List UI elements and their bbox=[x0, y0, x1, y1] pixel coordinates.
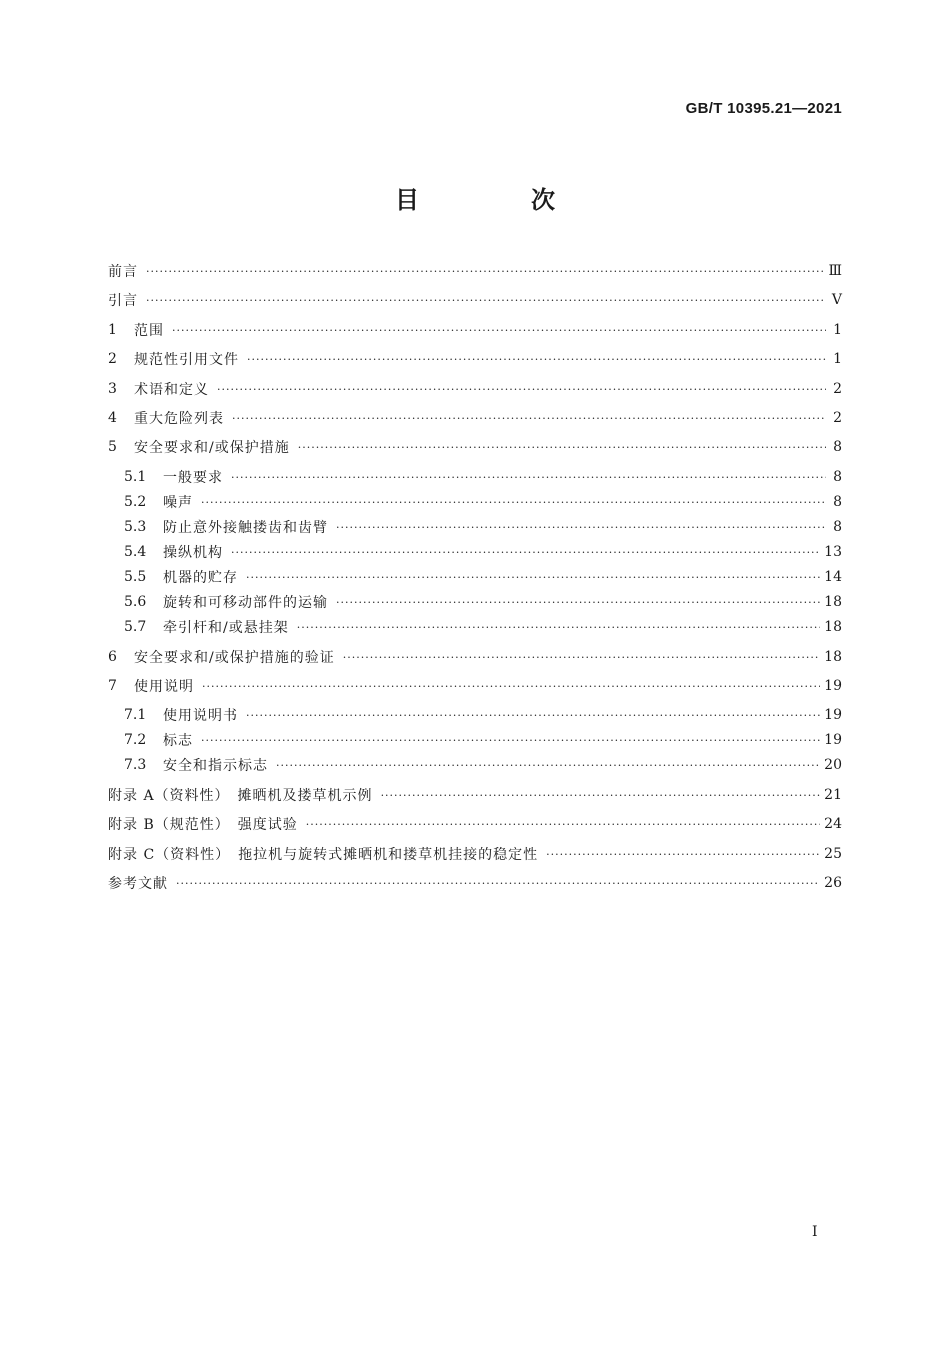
dot-leader bbox=[172, 324, 826, 337]
toc-entry[interactable] bbox=[124, 466, 842, 488]
toc-entry-label: 标志 bbox=[163, 733, 193, 749]
dot-leader bbox=[232, 412, 826, 425]
toc-entry[interactable] bbox=[124, 616, 842, 638]
toc-entry[interactable] bbox=[108, 436, 842, 458]
toc-entry-label: 规范性引用文件 bbox=[134, 352, 239, 368]
toc-entry-page: 24 bbox=[824, 816, 842, 832]
toc-entry-number: 5.1 bbox=[124, 469, 147, 485]
toc-entry[interactable] bbox=[108, 872, 842, 894]
toc-entry-number: 1 bbox=[108, 322, 117, 338]
dot-leader bbox=[231, 546, 820, 559]
toc-entry-page: 13 bbox=[824, 544, 842, 560]
standard-code: GB/T 10395.21—2021 bbox=[685, 100, 842, 117]
toc-entry-page: 26 bbox=[824, 875, 842, 891]
dot-leader bbox=[176, 877, 820, 890]
dot-leader bbox=[336, 596, 820, 609]
dot-leader bbox=[298, 441, 826, 454]
toc-entry-number: 5.5 bbox=[124, 569, 147, 585]
dot-leader bbox=[381, 789, 821, 802]
toc-entry[interactable] bbox=[108, 289, 842, 311]
toc-entry-number: 5 bbox=[108, 439, 117, 455]
toc-entry-label: 前言 bbox=[108, 264, 138, 280]
dot-leader bbox=[306, 818, 820, 831]
toc-entry[interactable] bbox=[124, 566, 842, 588]
toc-entry-page: 2 bbox=[833, 381, 842, 397]
toc-entry-number: 7 bbox=[108, 678, 117, 694]
toc-entry-page: 20 bbox=[824, 757, 842, 773]
dot-leader bbox=[246, 571, 820, 584]
toc-entry-label: 一般要求 bbox=[163, 470, 223, 486]
toc-entry-page: 19 bbox=[824, 707, 842, 723]
toc-entry-number: 7.1 bbox=[124, 707, 147, 723]
dot-leader bbox=[297, 621, 820, 634]
toc-entry[interactable] bbox=[124, 704, 842, 726]
page-title: 目 次 bbox=[395, 185, 599, 214]
dot-leader bbox=[546, 848, 820, 861]
toc-entry[interactable] bbox=[108, 260, 842, 282]
toc-entry-number: 5.3 bbox=[124, 519, 147, 535]
toc-entry-number: 5.2 bbox=[124, 494, 147, 510]
toc-entry-number: 5.4 bbox=[124, 544, 147, 560]
toc-entry-page: Ⅲ bbox=[828, 263, 842, 279]
toc-entry-label: 安全要求和/或保护措施的验证 bbox=[134, 650, 335, 666]
toc-entry-page: 19 bbox=[824, 732, 842, 748]
toc-entry-page: 1 bbox=[833, 351, 842, 367]
toc-entry-page: 14 bbox=[824, 569, 842, 585]
dot-leader bbox=[146, 265, 824, 278]
dot-leader bbox=[201, 496, 826, 509]
toc-entry-number: 5.6 bbox=[124, 594, 147, 610]
dot-leader bbox=[231, 471, 826, 484]
toc-entry-label: 安全和指示标志 bbox=[163, 758, 268, 774]
toc-entry-number: 7.2 bbox=[124, 732, 147, 748]
toc-entry-page: 8 bbox=[833, 439, 842, 455]
toc-entry-page: 21 bbox=[824, 787, 842, 803]
toc-entry-label: 噪声 bbox=[163, 495, 193, 511]
toc-entry-label: 术语和定义 bbox=[134, 382, 209, 398]
toc-entry[interactable] bbox=[108, 319, 842, 341]
toc-entry-label: 旋转和可移动部件的运输 bbox=[163, 595, 328, 611]
toc-entry-number: 2 bbox=[108, 351, 117, 367]
toc-entry[interactable] bbox=[108, 675, 842, 697]
toc-entry-label: 使用说明书 bbox=[163, 708, 238, 724]
toc-entry-label: 附录 A（资料性） 摊晒机及搂草机示例 bbox=[108, 788, 373, 804]
toc-entry-page: 25 bbox=[824, 846, 842, 862]
toc-entry-page: 2 bbox=[833, 410, 842, 426]
dot-leader bbox=[146, 294, 826, 307]
toc-entry[interactable] bbox=[108, 378, 842, 400]
toc-entry-label: 安全要求和/或保护措施 bbox=[134, 440, 290, 456]
toc-entry[interactable] bbox=[124, 516, 842, 538]
toc-entry-label: 防止意外接触搂齿和齿臂 bbox=[163, 520, 328, 536]
toc-entry-number: 4 bbox=[108, 410, 117, 426]
toc-entry-page: 8 bbox=[833, 469, 842, 485]
dot-leader bbox=[343, 651, 820, 664]
toc-entry[interactable] bbox=[108, 646, 842, 668]
toc-entry[interactable] bbox=[108, 348, 842, 370]
toc-entry-label: 附录 C（资料性） 拖拉机与旋转式摊晒机和搂草机挂接的稳定性 bbox=[108, 847, 539, 863]
toc-entry-label: 引言 bbox=[108, 293, 138, 309]
dot-leader bbox=[276, 759, 820, 772]
toc-entry[interactable] bbox=[124, 754, 842, 776]
toc-entry[interactable] bbox=[108, 843, 842, 865]
toc-entry[interactable] bbox=[108, 813, 842, 835]
toc-entry[interactable] bbox=[124, 591, 842, 613]
page-number: Ⅰ bbox=[812, 1224, 818, 1240]
dot-leader bbox=[247, 353, 826, 366]
toc-entry-number: 6 bbox=[108, 649, 117, 665]
toc-entry-label: 参考文献 bbox=[108, 876, 168, 892]
toc-entry-label: 操纵机构 bbox=[163, 545, 223, 561]
toc-entry-label: 机器的贮存 bbox=[163, 570, 238, 586]
toc-entry-label: 使用说明 bbox=[134, 679, 194, 695]
toc-entry[interactable] bbox=[124, 729, 842, 751]
toc-entry-label: 牵引杆和/或悬挂架 bbox=[163, 620, 289, 636]
toc-entry-page: 8 bbox=[833, 494, 842, 510]
toc-entry[interactable] bbox=[108, 407, 842, 429]
toc-entry-label: 附录 B（规范性） 强度试验 bbox=[108, 817, 298, 833]
toc-entry-number: 5.7 bbox=[124, 619, 147, 635]
dot-leader bbox=[336, 521, 826, 534]
toc-entry-number: 3 bbox=[108, 381, 117, 397]
toc-entry-page: 18 bbox=[824, 594, 842, 610]
toc-entry[interactable] bbox=[108, 784, 842, 806]
dot-leader bbox=[217, 383, 826, 396]
toc-entry[interactable] bbox=[124, 541, 842, 563]
dot-leader bbox=[201, 734, 820, 747]
toc-entry[interactable] bbox=[124, 491, 842, 513]
toc-entry-label: 范围 bbox=[134, 323, 164, 339]
toc-entry-label: 重大危险列表 bbox=[134, 411, 224, 427]
toc-entry-page: 1 bbox=[833, 322, 842, 338]
toc-entry-page: Ⅴ bbox=[831, 292, 842, 308]
toc-entry-page: 8 bbox=[833, 519, 842, 535]
toc-entry-number: 7.3 bbox=[124, 757, 147, 773]
toc-entry-page: 18 bbox=[824, 619, 842, 635]
toc-entry-page: 18 bbox=[824, 649, 842, 665]
toc-entry-page: 19 bbox=[824, 678, 842, 694]
dot-leader bbox=[246, 709, 820, 722]
dot-leader bbox=[202, 680, 820, 693]
